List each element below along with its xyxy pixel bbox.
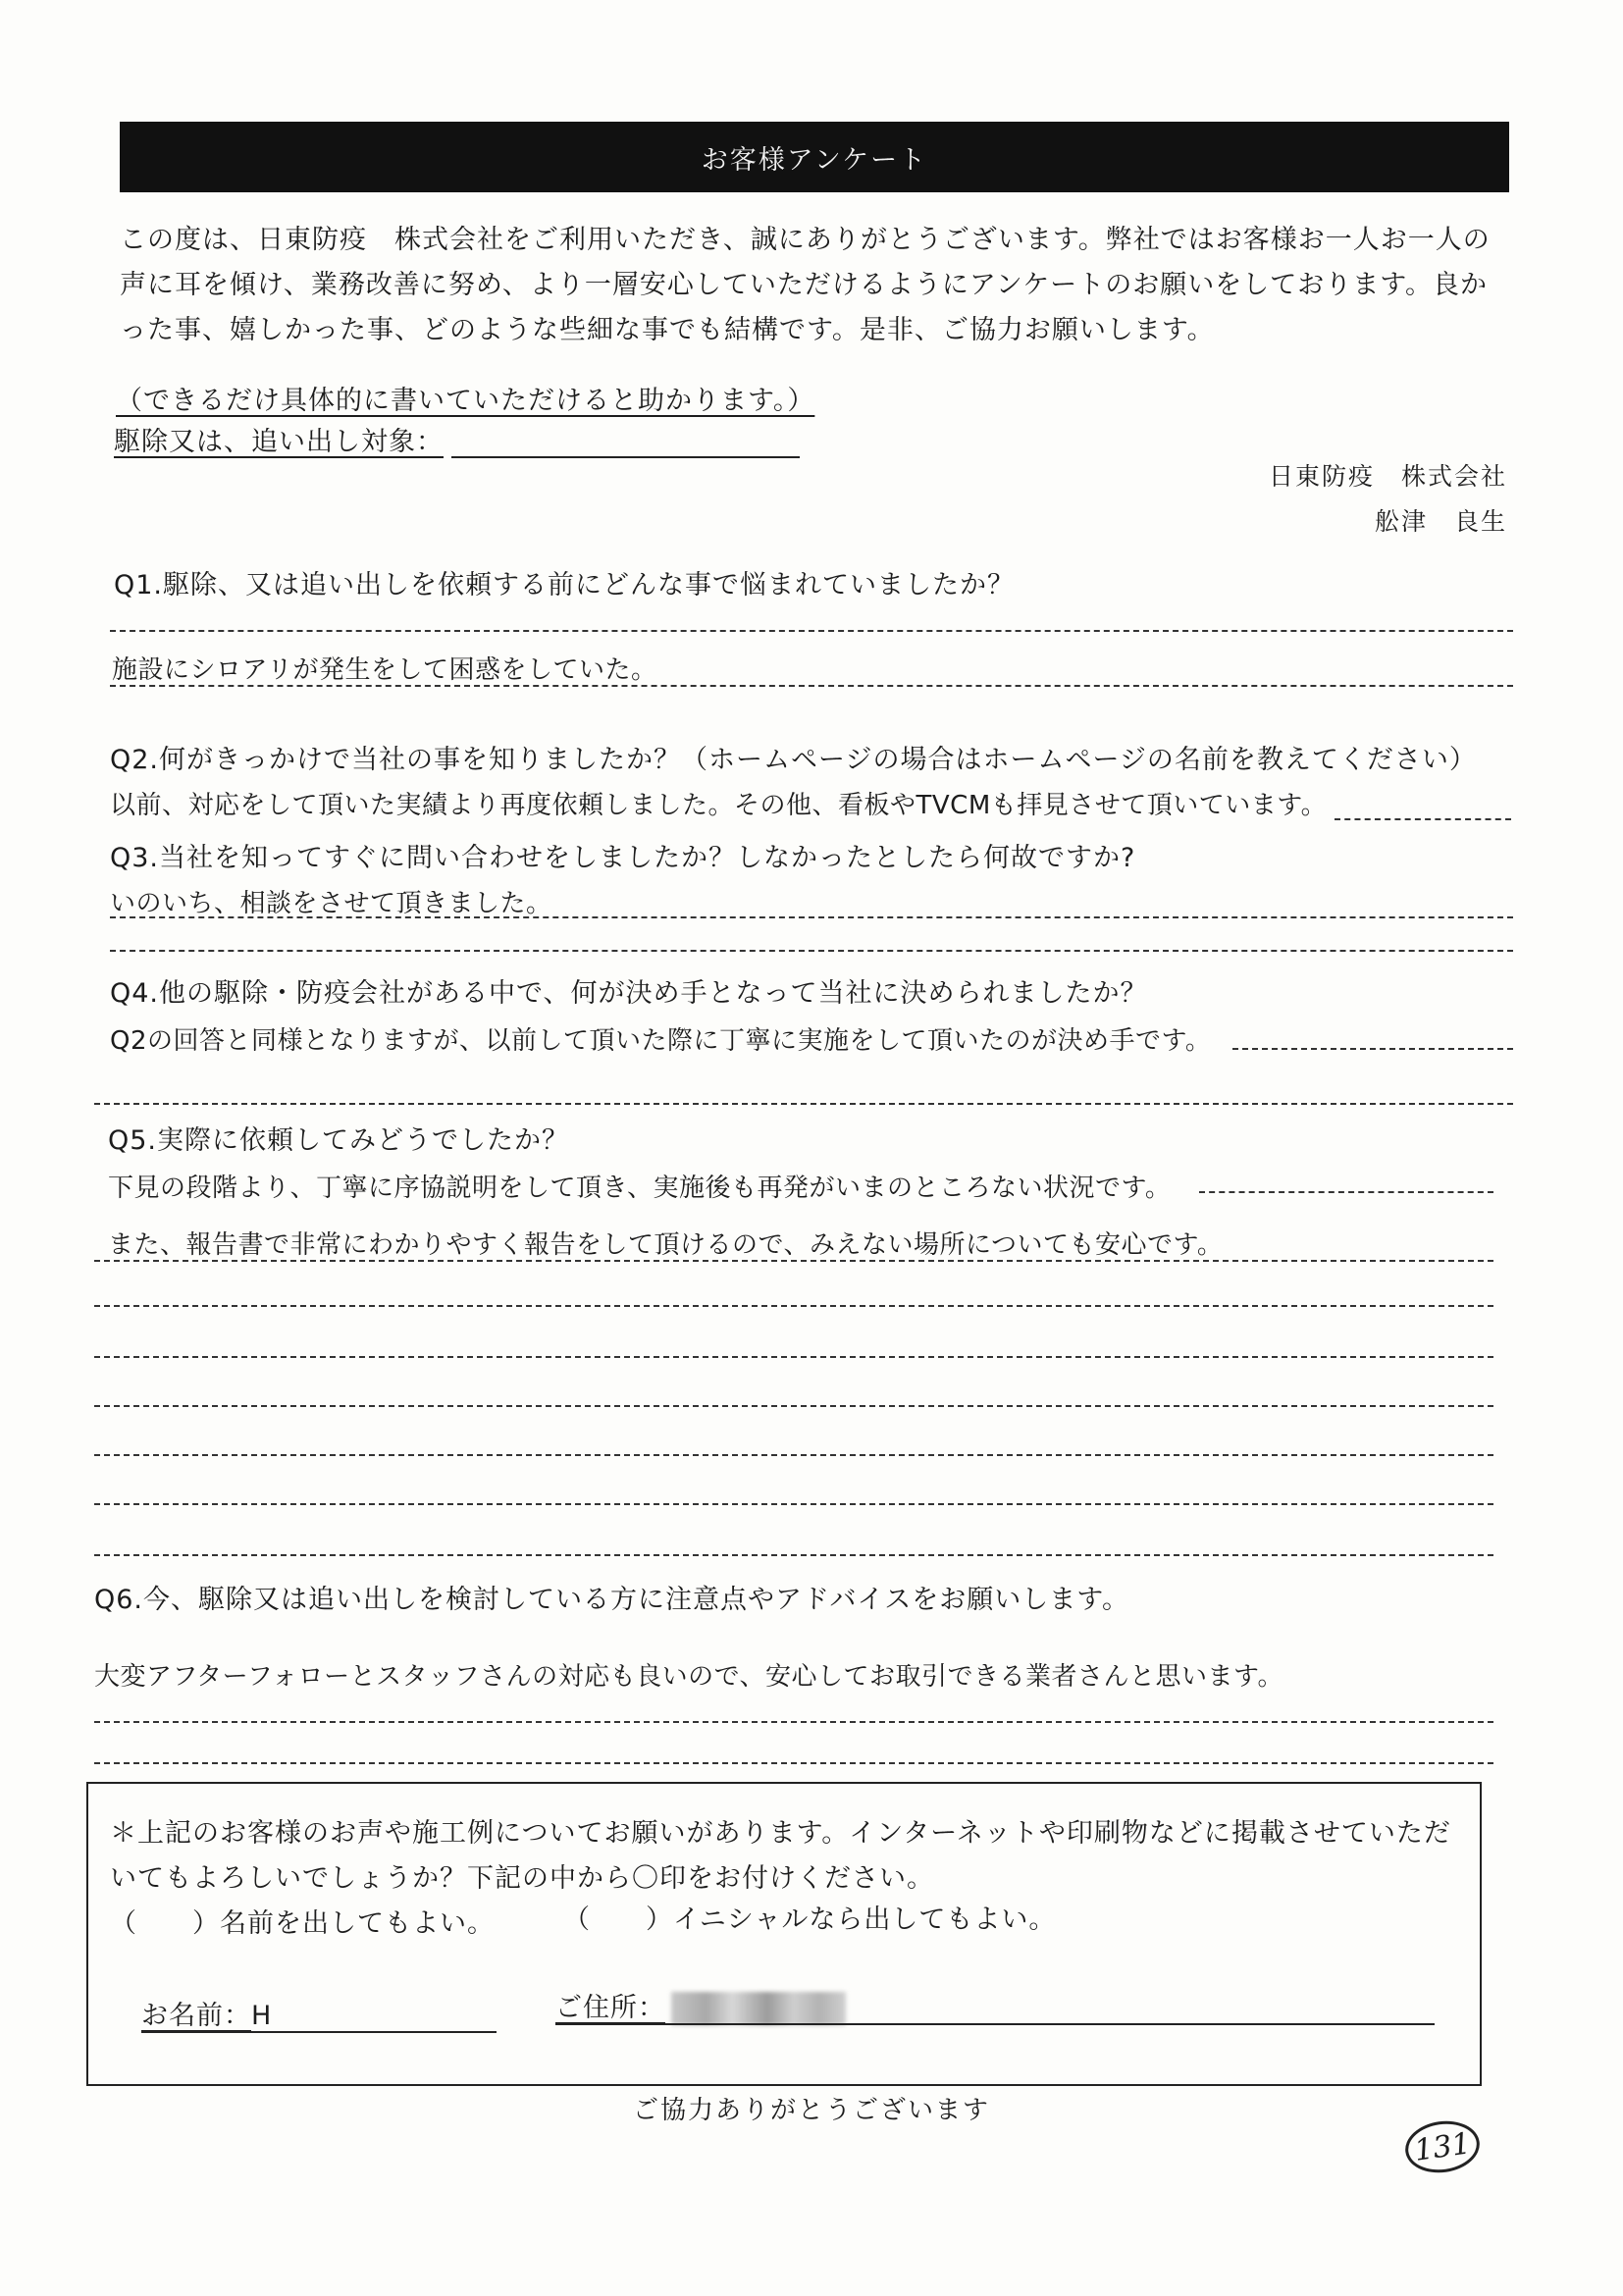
answer-6: 大変アフターフォローとスタッフさんの対応も良いので、安心してお取引できる業者さんと思います。 xyxy=(94,1662,1283,1692)
question-6: Q6.今、駆除又は追い出しを検討している方に注意点やアドバイスをお願いします。 xyxy=(94,1585,1130,1615)
address-label xyxy=(555,1986,665,2024)
address-redacted xyxy=(671,1992,846,2025)
answer-line xyxy=(94,1356,1493,1358)
intro-line-3: った事、嬉しかった事、どのような些細な事でも結構です。是非、ご協力お願いします。 xyxy=(120,315,1215,345)
answer-1: 施設にシロアリが発生をして困惑をしていた。 xyxy=(112,655,657,685)
target-field xyxy=(114,420,800,458)
sender-company: 日東防疫 株式会社 xyxy=(1268,462,1507,491)
answer-line xyxy=(94,1103,1513,1105)
name-field xyxy=(141,1994,272,2032)
answer-line xyxy=(94,1405,1493,1407)
footer-thanks: ご協力ありがとうございます xyxy=(632,2096,990,2125)
survey-title: お客様アンケート xyxy=(120,122,1509,192)
answer-4: Q2の回答と同様となりますが、以前して頂いた際に丁寧に実施をして頂いたのが決め手です。 xyxy=(110,1026,1212,1056)
answer-line xyxy=(94,1454,1493,1456)
target-input-line[interactable] xyxy=(451,427,800,458)
intro-note: （できるだけ具体的に書いていただけると助かります。） xyxy=(116,386,815,416)
page-number-stamp: 131 xyxy=(1402,2116,1483,2177)
name-label: お名前： xyxy=(141,2001,251,2031)
address-label-text: ご住所： xyxy=(555,1993,665,2023)
address-underline xyxy=(555,2023,1435,2025)
answer-3: いのいち、相談をさせて頂きました。 xyxy=(110,889,552,918)
name-underline xyxy=(141,2031,497,2033)
question-3: Q3.当社を知ってすぐに問い合わせをしましたか？しなかったとしたら何故ですか? xyxy=(110,843,1136,873)
answer-line xyxy=(110,630,1513,632)
intro-line-2: 声に耳を傾け、業務改善に努め、より一層安心していただけるようにアンケートのお願いをしております。良か xyxy=(120,270,1489,300)
answer-line xyxy=(94,1554,1493,1556)
sender-person: 舩津 良生 xyxy=(1374,507,1507,536)
answer-2: 以前、対応をして頂いた実績より再度依頼しました。その他、看板やTVCMも拝見させて頂いています。 xyxy=(110,791,1328,820)
target-label: 駆除又は、追い出し対象： xyxy=(114,427,444,457)
intro-text xyxy=(120,218,1513,353)
question-1: Q1.駆除、又は追い出しを依頼する前にどんな事で悩まれていましたか？ xyxy=(114,570,1016,600)
question-2: Q2.何がきっかけで当社の事を知りましたか？（ホームページの場合はホームページの名前を教えてください） xyxy=(110,745,1477,775)
consent-option-name[interactable]: （ ）名前を出してもよい。 xyxy=(110,1908,495,1939)
answer-line xyxy=(94,1762,1493,1764)
answer-line xyxy=(94,1721,1493,1723)
answer-line xyxy=(94,1503,1493,1505)
consent-line-2: いてもよろしいでしょうか？下記の中から〇印をお付けください。 xyxy=(110,1863,934,1894)
answer-line xyxy=(110,950,1513,952)
answer-5-line-1: 下見の段階より、丁寧に序協説明をして頂き、実施後も再発がいまのところない状況です。 xyxy=(108,1174,1172,1203)
question-4: Q4.他の駆除・防疫会社がある中で、何が決め手となって当社に決められましたか？ xyxy=(110,978,1148,1009)
answer-line xyxy=(110,685,1513,687)
answer-line xyxy=(1232,1048,1513,1050)
question-5: Q5.実際に依頼してみどうでしたか？ xyxy=(108,1125,570,1156)
consent-line-1: ＊上記のお客様のお声や施工例についてお願いがあります。インターネットや印刷物などに掲載させていただ xyxy=(110,1818,1451,1849)
intro-line-1: この度は、日東防疫 株式会社をご利用いただき、誠にありがとうございます。弊社ではお客様お一人お一人の xyxy=(120,225,1491,255)
consent-option-initial[interactable]: （ ）イニシャルなら出してもよい。 xyxy=(563,1905,1057,1935)
answer-line xyxy=(110,916,1513,918)
answer-line xyxy=(94,1305,1493,1307)
answer-5-line-2: また、報告書で非常にわかりやすく報告をして頂けるので、みえない場所についても安心です。 xyxy=(108,1230,1224,1260)
name-value[interactable]: H xyxy=(251,2001,273,2031)
answer-line xyxy=(1199,1191,1493,1193)
answer-line xyxy=(1335,818,1511,820)
answer-line xyxy=(94,1260,1493,1262)
